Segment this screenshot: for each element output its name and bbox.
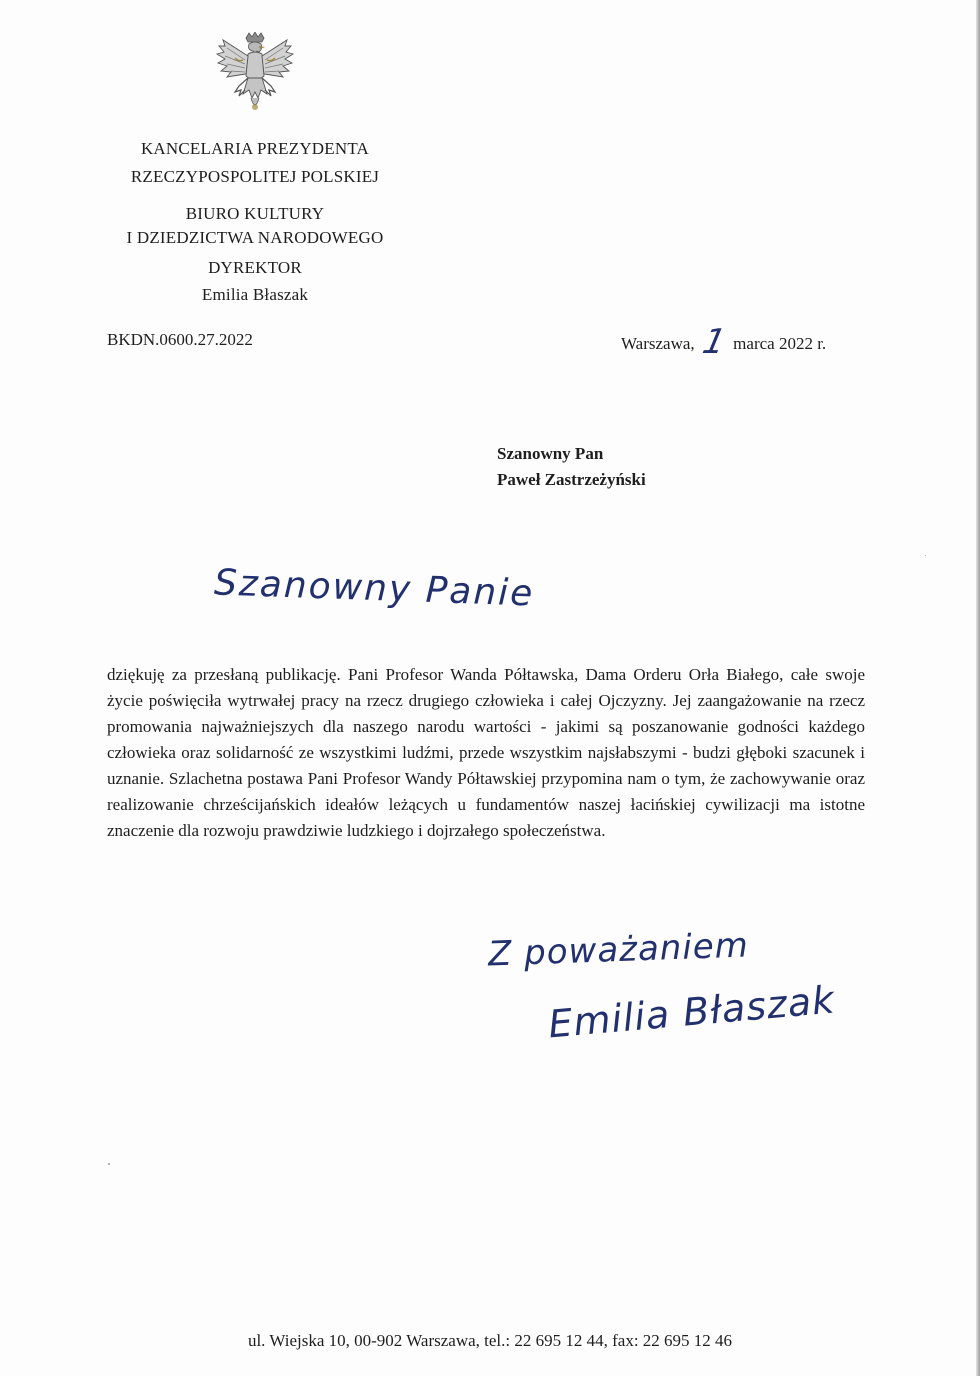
- letterhead-title: DYREKTOR: [208, 258, 302, 277]
- letterhead-bureau-line-1: BIURO KULTURY: [185, 204, 325, 223]
- date-line: [621, 322, 827, 362]
- letterhead-bureau-line-2: I DZIEDZICTWA NARODOWEGO: [126, 228, 384, 247]
- scan-edge-shadow: [976, 0, 980, 1376]
- handwritten-greeting: Szanowny Panie: [213, 562, 536, 615]
- scan-speck: [108, 1163, 110, 1165]
- polish-eagle-emblem-icon: [215, 32, 295, 116]
- footer-address: ul. Wiejska 10, 00-902 Warszawa, tel.: 22 695 12 44, fax: 22 695 12 46: [247, 1331, 733, 1350]
- date-day-handwritten: 1: [698, 322, 730, 362]
- scan-speck: [925, 555, 926, 556]
- letterhead-director-name: Emilia Błaszak: [201, 285, 309, 304]
- letter-body: dziękuję za przesłaną publikację. Pani Profesor Wanda Półtawska, Dama Orderu Orła Białego, całe swoje życie poświęciła wytrwałej pracy na rzecz drugiego człowieka i całej Ojczyzny. Jej zaangażowanie na rzecz promowania najważniejszych dla naszego narodu wartości - jakimi są poszanowanie godności każdego człowieka oraz solidarność ze wszystkimi ludźmi, przede wszystkim najsłabszymi - budzi głęboki szacunek i uznanie. Szlachetna postawa Pani Profesor Wandy Półtawskiej przypomina nam o tym, że zachowywanie oraz realizowanie chrześcijańskich ideałów leżących u fundamentów naszej łacińskiej cywilizacji ma istotne znaczenie dla rozwoju prawdziwie ludzkiego i dojrzałego społeczeństwa.: [107, 665, 865, 840]
- addressee-name: Paweł Zastrzeżyński: [497, 470, 646, 489]
- letterhead-office-line-1: KANCELARIA PREZYDENTA: [140, 139, 370, 158]
- handwritten-signature: Emilia Błaszak: [546, 977, 837, 1047]
- handwritten-closing-line-1: Z poważaniem: [487, 925, 750, 975]
- letterhead-office-line-2: RZECZYPOSPOLITEJ POLSKIEJ: [130, 167, 380, 186]
- addressee-salutation: Szanowny Pan: [497, 444, 604, 463]
- reference-number: BKDN.0600.27.2022: [107, 330, 253, 349]
- date-city: Warszawa,: [621, 334, 695, 353]
- date-month-year: marca 2022 r.: [733, 334, 827, 353]
